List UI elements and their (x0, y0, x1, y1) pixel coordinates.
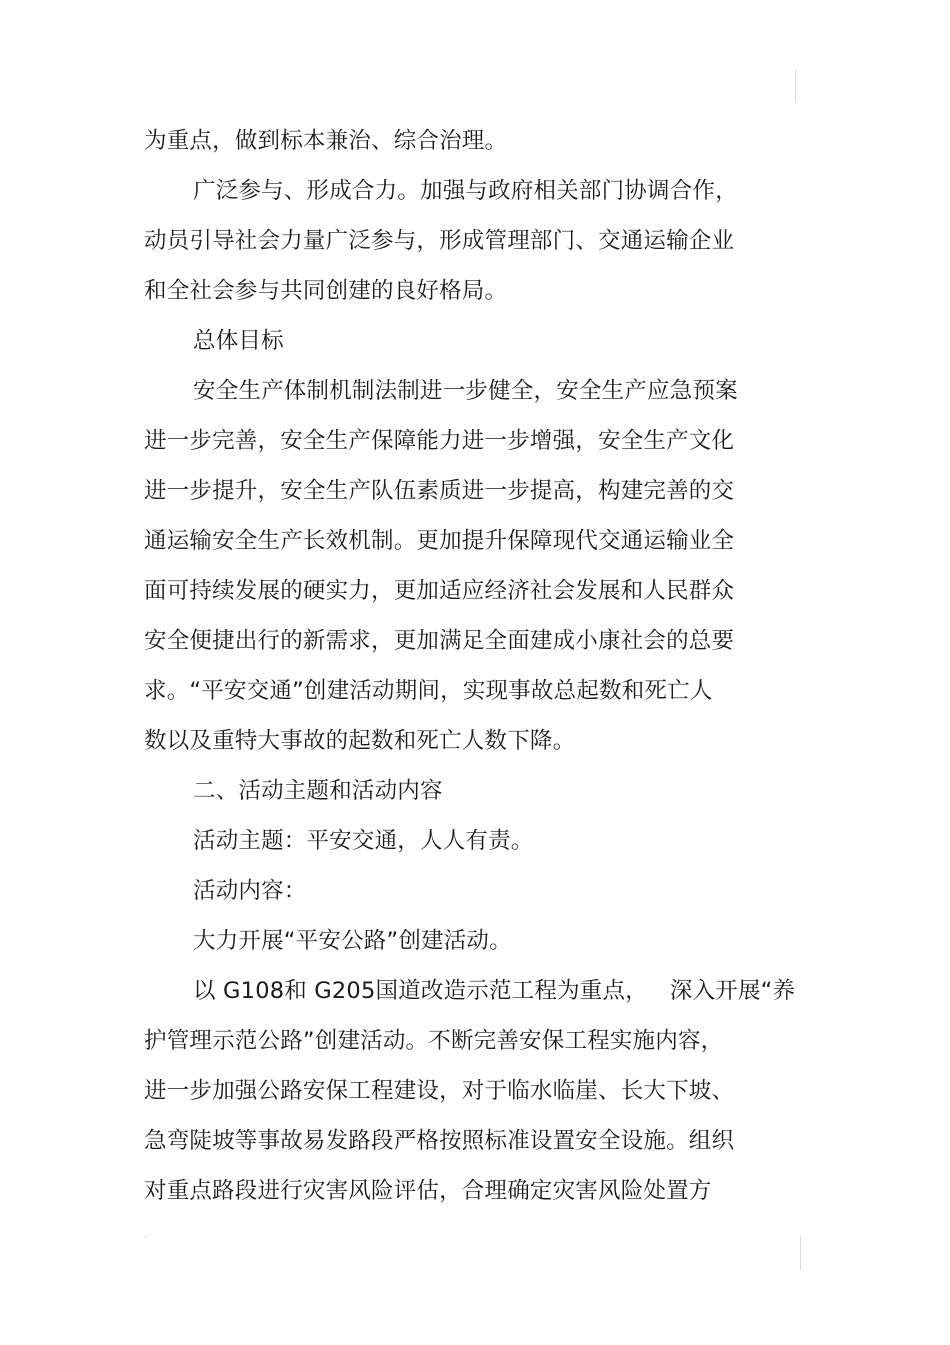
paragraph-line: 为重点，做到标本兼治、综合治理。 (144, 128, 508, 154)
page-edge-mark-top (795, 70, 796, 102)
paragraph-line: 求。“平安交通”创建活动期间，实现事故总起数和死亡人 (144, 678, 713, 704)
paragraph-line-part: 深入开展“养 (669, 978, 796, 1004)
paragraph-line: 动员引导社会力量广泛参与，形成管理部门、交通运输企业 (144, 228, 735, 254)
paragraph-line: 安全便捷出行的新需求，更加满足全面建成小康社会的总要 (144, 628, 735, 654)
section-heading: 总体目标 (193, 328, 284, 354)
paragraph-line: 护管理示范公路”创建活动。不断完善安保工程实施内容， (144, 1028, 724, 1054)
paragraph-line: 安全生产体制机制法制进一步健全，安全生产应急预案 (193, 378, 738, 404)
paragraph-line: 进一步加强公路安保工程建设，对于临水临崖、长大下坡、 (144, 1078, 735, 1104)
paragraph-line: 广泛参与、形成合力。加强与政府相关部门协调合作， (193, 178, 738, 204)
paragraph-line: 和全社会参与共同创建的良好格局。 (144, 278, 508, 304)
paragraph-line: 数以及重特大事故的起数和死亡人数下降。 (144, 728, 576, 754)
paragraph-line: 面可持续发展的硬实力，更加适应经济社会发展和人民群众 (144, 578, 735, 604)
section-heading: 二、活动主题和活动内容 (193, 778, 443, 804)
paragraph-line-part: 以 G108和 G205国道改造示范工程为重点， (193, 978, 648, 1004)
paragraph-line: 进一步完善，安全生产保障能力进一步增强，安全生产文化 (144, 428, 735, 454)
paragraph-line: 进一步提升，安全生产队伍素质进一步提高，构建完善的交 (144, 478, 735, 504)
paragraph-line: 活动主题：平安交通，人人有责。 (193, 828, 534, 854)
paragraph-line: 通运输安全生产长效机制。更加提升保障现代交通运输业全 (144, 528, 735, 554)
page-edge-mark-bottom (800, 1236, 801, 1270)
paragraph-line: 活动内容： (193, 878, 307, 904)
paragraph-line (193, 976, 795, 1006)
paragraph-line: 急弯陡坡等事故易发路段严格按照标准设置安全设施。组织 (144, 1128, 735, 1154)
paragraph-line: 大力开展“平安公路”创建活动。 (193, 928, 512, 954)
scan-dot (145, 1236, 147, 1238)
paragraph-line: 对重点路段进行灾害风险评估，合理确定灾害风险处置方 (144, 1178, 712, 1204)
